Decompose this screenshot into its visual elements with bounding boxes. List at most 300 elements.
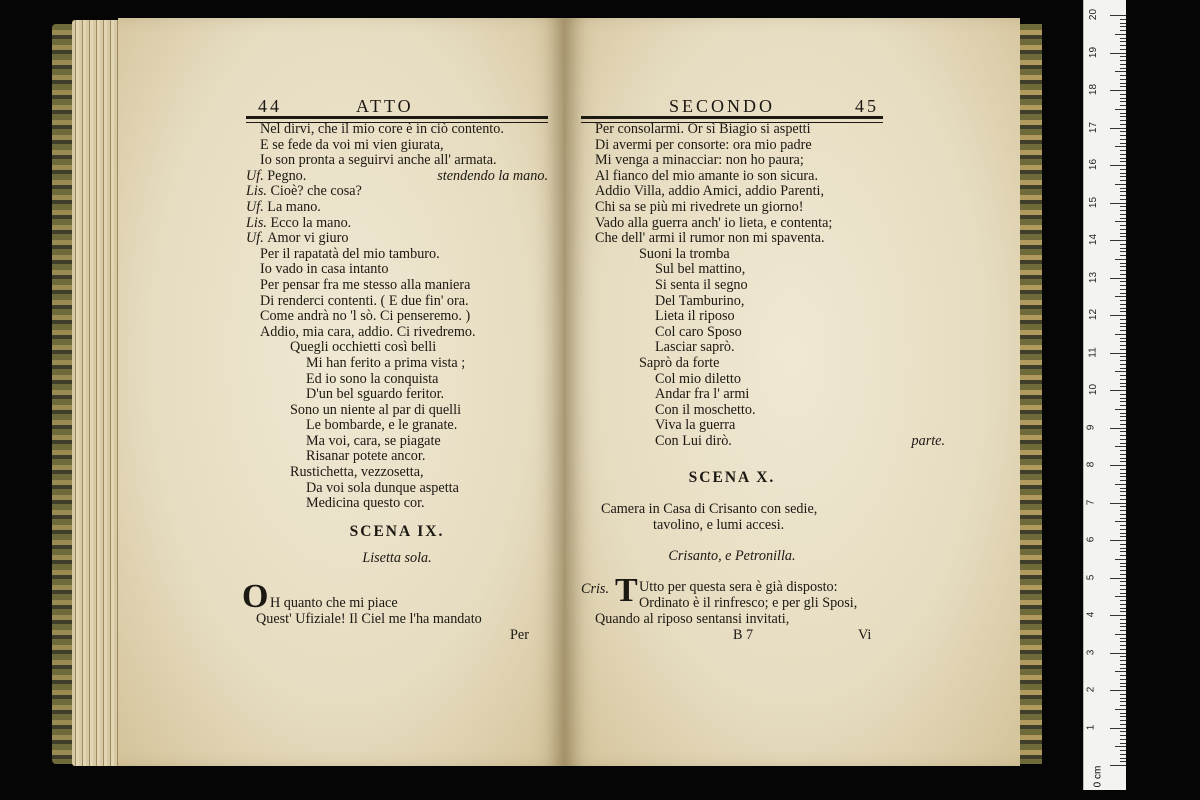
ruler-tick (1120, 735, 1126, 736)
ruler-tick (1120, 420, 1126, 421)
verse-text: Chi sa se più mi rivedrete un giorno! (595, 198, 804, 215)
right-verse-line (595, 247, 929, 263)
ruler-tick (1120, 233, 1126, 234)
ruler-tick (1120, 439, 1126, 440)
ruler-tick (1120, 304, 1126, 305)
verse-text: Io son pronta a seguirvi anche all' armata. (260, 152, 497, 169)
ruler-tick (1120, 191, 1126, 192)
ruler-tick (1120, 401, 1126, 402)
ruler-tick (1120, 323, 1126, 324)
ruler-tick (1110, 15, 1126, 16)
ruler-number: 4 (1085, 611, 1097, 618)
ruler-tick (1120, 19, 1126, 20)
verse-text: Ecco la mano. (270, 214, 352, 231)
ruler-tick (1120, 491, 1126, 492)
ruler-tick (1115, 559, 1126, 560)
ruler-tick (1120, 424, 1126, 425)
ruler-tick (1120, 720, 1126, 721)
left-verse-line (246, 122, 562, 138)
speaker-label: Uf. (246, 230, 268, 247)
verse-text: Lieta il riposo (655, 308, 735, 325)
left-verse-line (246, 325, 562, 341)
ruler-tick (1120, 739, 1126, 740)
ruler-tick (1120, 574, 1126, 575)
ruler-tick (1115, 596, 1126, 597)
ruler-tick (1120, 525, 1126, 526)
ruler-tick (1120, 480, 1126, 481)
ruler-number: 15 (1088, 196, 1100, 208)
verse-text: Nel dirvi, che il mio core è in ciò contento. (260, 121, 504, 137)
left-verse-line (246, 262, 562, 278)
ruler-tick (1120, 139, 1126, 140)
right-verse-line (595, 356, 929, 372)
ruler-tick (1120, 716, 1126, 717)
ruler-tick (1120, 405, 1126, 406)
ruler-tick (1120, 698, 1126, 699)
ruler-tick (1115, 184, 1126, 185)
verse-text: Con Lui dirò. (655, 432, 732, 449)
ruler-tick (1120, 176, 1126, 177)
ruler-tick (1120, 251, 1126, 252)
right-verse-line (595, 372, 945, 388)
right-page-number: 45 (855, 96, 879, 116)
ruler-number: 5 (1085, 574, 1097, 580)
left-verse-line (246, 169, 548, 185)
book-cover-edge-right (1020, 24, 1042, 764)
verse-text: Ed io sono la conquista (306, 370, 439, 387)
right-verse-line (595, 387, 945, 403)
ruler-tick (1120, 274, 1126, 275)
ruler-tick (1115, 409, 1126, 410)
ruler-number: 7 (1085, 499, 1097, 505)
ruler-tick (1120, 600, 1126, 601)
left-verse-line (246, 184, 548, 200)
ruler-tick (1120, 495, 1126, 496)
verse-text: Mi han ferito a prima vista ; (306, 354, 466, 371)
left-verse-line (246, 496, 608, 512)
ruler-tick (1120, 761, 1126, 762)
ruler-tick (1110, 353, 1126, 354)
verse-text: Andar fra l' armi (655, 386, 750, 403)
verse-text: Rustichetta, vezzosetta, (290, 464, 424, 481)
ruler-tick (1120, 210, 1126, 211)
ruler-tick (1120, 386, 1126, 387)
right-verse-line (595, 138, 885, 154)
ruler-tick (1120, 248, 1126, 249)
verse-text: Si senta il segno (655, 276, 748, 293)
ruler-tick (1120, 195, 1126, 196)
ruler-tick (1110, 90, 1126, 91)
ruler-tick (1120, 180, 1126, 181)
left-page-number: 44 (258, 96, 282, 116)
left-verse-line (246, 216, 548, 232)
ruler-tick (1120, 619, 1126, 620)
verse-text: Mi venga a minacciar: non ho paura; (595, 152, 804, 169)
ruler-tick (1120, 416, 1126, 417)
ruler-tick (1120, 611, 1126, 612)
ruler-tick (1115, 221, 1126, 222)
ruler-tick (1120, 664, 1126, 665)
ruler-tick (1120, 206, 1126, 207)
ruler-tick (1120, 679, 1126, 680)
ruler-number: 9 (1085, 424, 1097, 430)
scene-x-cast: Crisanto, e Petronilla. (668, 548, 796, 564)
ruler-tick (1120, 199, 1126, 200)
ruler-tick (1120, 101, 1126, 102)
ruler-tick (1110, 615, 1126, 616)
verse-text: Addio, mia cara, addio. Ci rivedremo. (260, 323, 476, 340)
left-verse-line (246, 340, 592, 356)
verse-text: Viva la guerra (655, 417, 736, 434)
ruler-tick (1120, 289, 1126, 290)
left-running-head: ATTO (356, 96, 414, 116)
right-verse-line (595, 325, 945, 341)
ruler-tick (1120, 105, 1126, 106)
verse-text: Le bombarde, e le granate. (306, 417, 458, 434)
ruler-tick (1120, 488, 1126, 489)
ruler-tick (1120, 544, 1126, 545)
left-verse-line (246, 200, 548, 216)
verse-text: Che dell' armi il rumor non mi spaventa. (595, 230, 825, 247)
ruler-tick (1120, 218, 1126, 219)
ruler-tick (1120, 68, 1126, 69)
ruler-tick (1120, 724, 1126, 725)
ruler-tick (1120, 435, 1126, 436)
ruler-tick (1120, 394, 1126, 395)
ruler-tick (1120, 555, 1126, 556)
right-verse-line (595, 184, 885, 200)
verse-text: Da voi sola dunque aspetta (306, 479, 459, 496)
ruler-tick (1120, 581, 1126, 582)
ruler-tick (1120, 660, 1126, 661)
right-verse-line (595, 262, 945, 278)
ruler-tick (1110, 728, 1126, 729)
ruler-tick (1120, 26, 1126, 27)
ruler-tick (1120, 533, 1126, 534)
verse-text: Per il rapatatà del mio tamburo. (260, 245, 440, 262)
verse-text: Lasciar saprò. (655, 339, 735, 356)
left-verse-line (246, 278, 562, 294)
ruler-number: 13 (1088, 271, 1100, 283)
ruler-tick (1115, 746, 1126, 747)
ruler-number: 16 (1088, 158, 1100, 171)
ruler-tick (1110, 765, 1126, 766)
ruler-tick (1120, 623, 1126, 624)
ruler-tick (1120, 225, 1126, 226)
ruler-tick (1120, 476, 1126, 477)
speaker-label: Lis. (246, 183, 271, 200)
ruler-number: 19 (1088, 46, 1100, 58)
right-verse-line (595, 200, 885, 216)
right-verse-line (595, 403, 945, 419)
ruler-tick (1120, 630, 1126, 631)
ruler-tick (1110, 128, 1126, 129)
ruler-tick (1120, 518, 1126, 519)
verse-text: Cioè? che cosa? (270, 183, 362, 200)
ruler-tick (1120, 173, 1126, 174)
verse-text: Amor vi giuro (267, 230, 349, 247)
ruler-tick (1120, 536, 1126, 537)
ruler-tick (1110, 278, 1126, 279)
ruler-tick (1120, 263, 1126, 264)
right-verse-line (595, 434, 945, 450)
drop-cap-o: O (242, 578, 269, 615)
ruler-tick (1120, 135, 1126, 136)
ruler-tick (1120, 443, 1126, 444)
ruler-tick (1120, 506, 1126, 507)
left-verse-block (246, 122, 608, 512)
ruler-tick (1110, 653, 1126, 654)
ruler-number: 11 (1087, 346, 1099, 358)
ruler-tick (1120, 356, 1126, 357)
ruler-tick (1120, 604, 1126, 605)
ruler-tick (1115, 146, 1126, 147)
ruler-number: 12 (1088, 308, 1100, 321)
ruler-tick (1110, 465, 1126, 466)
ruler-tick (1120, 64, 1126, 65)
ruler-tick (1120, 649, 1126, 650)
ruler-tick (1120, 169, 1126, 170)
left-verse-line (246, 372, 608, 388)
speaker-label: Uf. (246, 198, 268, 215)
left-verse-line (246, 153, 562, 169)
speaker-cris: Cris. (581, 581, 609, 597)
verse-text: Io vado in casa intanto (260, 261, 389, 278)
scene-ix-cast: Lisetta sola. (362, 550, 432, 566)
ruler-tick (1120, 293, 1126, 294)
left-verse-line (246, 356, 608, 372)
ruler-tick (1120, 341, 1126, 342)
ruler-tick (1120, 158, 1126, 159)
ruler-tick (1120, 675, 1126, 676)
right-verse-line (595, 169, 885, 185)
ruler-unit-label: 0 cm (1092, 765, 1104, 788)
right-verse-line (595, 309, 945, 325)
ruler-tick (1120, 345, 1126, 346)
ruler-tick (1120, 585, 1126, 586)
left-verse-line (246, 403, 592, 419)
left-verse-line (246, 387, 608, 403)
ruler-tick (1120, 311, 1126, 312)
ruler-tick (1120, 364, 1126, 365)
signature-mark: B 7 (733, 627, 754, 643)
verse-text: Di renderci contenti. ( E due fin' ora. (260, 292, 469, 309)
right-running-head: SECONDO (669, 96, 776, 116)
ruler-tick (1120, 266, 1126, 267)
left-verse-line (246, 449, 608, 465)
scene-x-setting-1: Camera in Casa di Crisanto con sedie, (601, 501, 818, 517)
ruler-tick (1115, 296, 1126, 297)
right-verse-line (595, 122, 885, 138)
drop-cap-t: T (615, 572, 638, 609)
verse-text: Per pensar fra me stesso alla maniera (260, 276, 471, 293)
ruler-tick (1120, 79, 1126, 80)
ruler-tick (1120, 379, 1126, 380)
ruler-tick (1120, 461, 1126, 462)
ruler-tick (1115, 484, 1126, 485)
verse-text: Quegli occhietti così belli (290, 339, 437, 356)
ruler-tick (1120, 570, 1126, 571)
ruler-tick (1120, 375, 1126, 376)
ruler-tick (1120, 551, 1126, 552)
ruler-tick (1120, 30, 1126, 31)
ruler-tick (1120, 589, 1126, 590)
ruler-tick (1120, 548, 1126, 549)
verse-text: Con il moschetto. (655, 401, 756, 418)
ruler-tick (1120, 38, 1126, 39)
ruler-tick (1120, 656, 1126, 657)
ruler-tick (1120, 326, 1126, 327)
right-verse-line (595, 418, 945, 434)
ruler-number: 8 (1085, 461, 1097, 468)
ruler-tick (1120, 113, 1126, 114)
verse-text: Di avermi per consorte: ora mio padre (595, 136, 812, 153)
scene-x-line-3: Quando al riposo sentansi invitati, (595, 611, 790, 627)
measuring-ruler (1083, 0, 1126, 790)
ruler-tick (1120, 563, 1126, 564)
verse-text: Col caro Sposo (655, 323, 742, 340)
ruler-tick (1120, 285, 1126, 286)
verse-text: Saprò da forte (639, 354, 720, 371)
ruler-number: 10 (1088, 383, 1100, 396)
scene-ix-line-1: H quanto che mi piace (270, 595, 398, 611)
verse-text: Del Tamburino, (655, 292, 745, 309)
right-verse-line (595, 294, 945, 310)
verse-text: Col mio diletto (655, 370, 741, 387)
ruler-tick (1110, 690, 1126, 691)
ruler-tick (1120, 638, 1126, 639)
ruler-tick (1120, 86, 1126, 87)
ruler-tick (1120, 143, 1126, 144)
ruler-tick (1120, 229, 1126, 230)
verse-text: Suoni la tromba (639, 245, 730, 262)
ruler-tick (1120, 188, 1126, 189)
left-page (118, 18, 565, 766)
ruler-tick (1110, 53, 1126, 54)
ruler-tick (1120, 529, 1126, 530)
ruler-tick (1120, 694, 1126, 695)
ruler-tick (1120, 330, 1126, 331)
ruler-tick (1120, 154, 1126, 155)
ruler-tick (1120, 383, 1126, 384)
left-verse-line (246, 294, 562, 310)
right-catchword: Vi (858, 627, 872, 643)
ruler-tick (1120, 349, 1126, 350)
right-verse-line (595, 231, 885, 247)
ruler-tick (1120, 131, 1126, 132)
ruler-tick (1120, 566, 1126, 567)
right-verse-line (595, 278, 945, 294)
verse-text: Al fianco del mio amante io son sicura. (595, 167, 818, 184)
verse-text: Addio Villa, addio Amici, addio Parenti, (595, 183, 825, 200)
ruler-tick (1120, 255, 1126, 256)
right-page (565, 18, 1020, 766)
ruler-tick (1120, 754, 1126, 755)
right-verse-line (595, 340, 945, 356)
ruler-tick (1120, 98, 1126, 99)
verse-text: La mano. (267, 198, 321, 215)
verse-text: Medicina questo cor. (306, 495, 425, 512)
ruler-tick (1120, 45, 1126, 46)
ruler-tick (1120, 705, 1126, 706)
ruler-tick (1120, 750, 1126, 751)
scene-x-line-1: Utto per questa sera è già disposto: (639, 579, 838, 595)
scene-x-line-2: Ordinato è il rinfresco; e per gli Sposi, (639, 595, 858, 611)
ruler-tick (1110, 203, 1126, 204)
ruler-tick (1120, 244, 1126, 245)
ruler-tick (1120, 368, 1126, 369)
ruler-tick (1120, 300, 1126, 301)
ruler-tick (1120, 75, 1126, 76)
ruler-tick (1120, 758, 1126, 759)
verse-text: Ma voi, cara, se piagate (306, 432, 441, 449)
ruler-tick (1115, 371, 1126, 372)
ruler-tick (1120, 94, 1126, 95)
ruler-tick (1120, 56, 1126, 57)
ruler-tick (1120, 458, 1126, 459)
right-verse-line (595, 216, 885, 232)
ruler-tick (1120, 413, 1126, 414)
ruler-tick (1120, 120, 1126, 121)
ruler-tick (1120, 150, 1126, 151)
ruler-tick (1120, 469, 1126, 470)
left-verse-line (246, 138, 562, 154)
ruler-tick (1110, 503, 1126, 504)
ruler-tick (1120, 499, 1126, 500)
ruler-tick (1120, 308, 1126, 309)
left-verse-line (246, 465, 592, 481)
speaker-label: Lis. (246, 214, 271, 231)
left-catchword: Per (510, 627, 529, 643)
ruler-tick (1110, 165, 1126, 166)
ruler-tick (1120, 236, 1126, 237)
ruler-tick (1120, 713, 1126, 714)
ruler-tick (1120, 360, 1126, 361)
ruler-tick (1120, 593, 1126, 594)
ruler-tick (1115, 521, 1126, 522)
verse-text: Pegno. (267, 167, 307, 184)
ruler-tick (1120, 431, 1126, 432)
ruler-tick (1120, 83, 1126, 84)
left-verse-line (246, 231, 548, 247)
stage-direction: stendendo la mano. (437, 167, 548, 184)
right-verse-line (595, 153, 885, 169)
scene-ix-line-2: Quest' Ufiziale! Il Ciel me l'ha mandato (256, 611, 482, 627)
ruler-tick (1120, 398, 1126, 399)
ruler-tick (1115, 334, 1126, 335)
scene-ix-title: SCENA IX. (349, 523, 445, 540)
ruler-tick (1110, 240, 1126, 241)
left-verse-line (246, 418, 608, 434)
verse-text: Sono un niente al par di quelli (290, 401, 462, 418)
ruler-tick (1120, 510, 1126, 511)
ruler-tick (1120, 49, 1126, 50)
ruler-tick (1120, 60, 1126, 61)
ruler-tick (1120, 41, 1126, 42)
ruler-number: 3 (1085, 649, 1097, 655)
ruler-tick (1120, 124, 1126, 125)
verse-text: Sul bel mattino, (655, 261, 746, 278)
ruler-tick (1120, 641, 1126, 642)
ruler-tick (1115, 671, 1126, 672)
ruler-tick (1120, 731, 1126, 732)
ruler-tick (1115, 259, 1126, 260)
ruler-tick (1115, 446, 1126, 447)
ruler-tick (1110, 578, 1126, 579)
ruler-number: 2 (1085, 686, 1097, 693)
ruler-tick (1120, 450, 1126, 451)
ruler-tick (1120, 743, 1126, 744)
